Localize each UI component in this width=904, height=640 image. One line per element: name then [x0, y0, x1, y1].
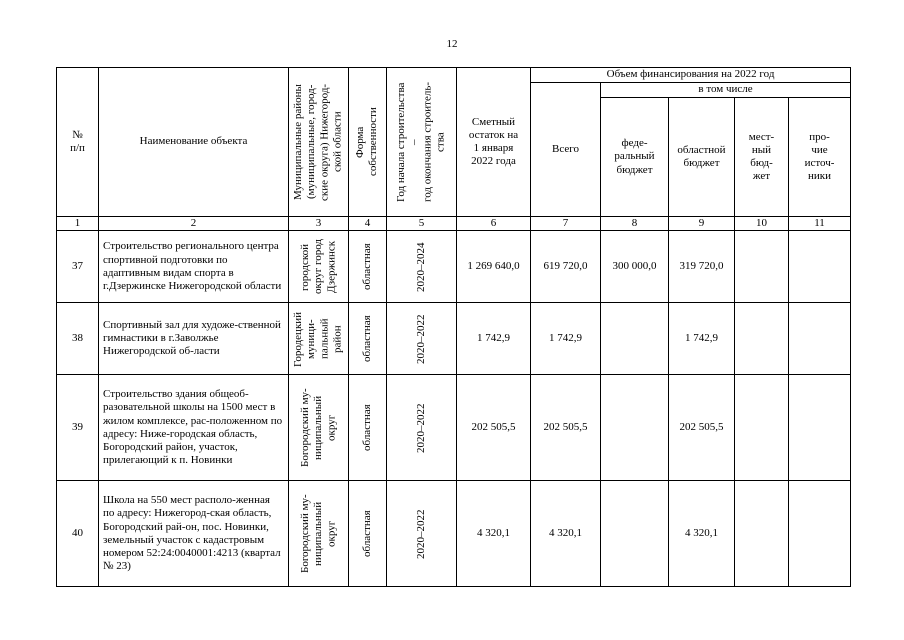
row-num: 37: [57, 231, 99, 303]
row-num: 39: [57, 375, 99, 481]
row-years: [387, 481, 457, 587]
row-other: [789, 375, 851, 481]
header-num: № п/п: [57, 68, 99, 217]
column-number: 9: [669, 217, 735, 231]
row-municipality-text: Городецкий муници- пальный район: [292, 311, 344, 367]
column-number: 6: [457, 217, 531, 231]
row-local: [735, 231, 789, 303]
row-years: [387, 375, 457, 481]
row-ownership: [349, 303, 387, 375]
header-years-text: Год начала строительства – год окончания строитель- ства: [395, 82, 447, 203]
row-ownership: [349, 231, 387, 303]
column-number: 1: [57, 217, 99, 231]
header-years: [387, 68, 457, 217]
column-number: 2: [99, 217, 289, 231]
column-number: 7: [531, 217, 601, 231]
row-estimate: 202 505,5: [457, 375, 531, 481]
row-municipality: [289, 375, 349, 481]
header-including: в том числе: [601, 83, 851, 98]
row-regional: 202 505,5: [669, 375, 735, 481]
column-number: 5: [387, 217, 457, 231]
column-number: 8: [601, 217, 669, 231]
row-federal: 300 000,0: [601, 231, 669, 303]
row-ownership-text: областная: [360, 510, 373, 558]
row-other: [789, 231, 851, 303]
row-ownership-text: областная: [360, 404, 373, 452]
row-num: 38: [57, 303, 99, 375]
header-total: Всего: [531, 83, 601, 217]
row-regional: 319 720,0: [669, 231, 735, 303]
row-regional: 4 320,1: [669, 481, 735, 587]
header-ownership-text: Форма собственности: [354, 107, 380, 177]
row-municipality: [289, 231, 349, 303]
header-estimate: Сметный остаток на 1 января 2022 года: [457, 68, 531, 217]
column-number: 11: [789, 217, 851, 231]
table-row: [57, 303, 851, 375]
header-municipality-text: Муниципальные районы (муниципальные, город- ские округа) Нижегород- ской области: [292, 83, 344, 201]
row-total: 619 720,0: [531, 231, 601, 303]
row-municipality: [289, 303, 349, 375]
row-ownership: [349, 375, 387, 481]
row-total: 1 742,9: [531, 303, 601, 375]
row-years-text: 2020–2022: [414, 402, 427, 453]
row-years: [387, 303, 457, 375]
column-number: 3: [289, 217, 349, 231]
row-ownership: [349, 481, 387, 587]
row-federal: [601, 481, 669, 587]
row-total: 202 505,5: [531, 375, 601, 481]
row-name: Школа на 550 мест располо-женная по адресу: Нижегород-ская область, Богородский рай-он, пос. Новинки, земельный участок с кадастровым номером 52:24:0040001:4213 (квартал № 23): [99, 481, 289, 587]
table-row: [57, 231, 851, 303]
row-local: [735, 303, 789, 375]
row-ownership-text: областная: [360, 315, 373, 363]
header-local: мест- ный бюд- жет: [735, 98, 789, 217]
row-municipality-text: городской округ город Дзержинск: [298, 239, 338, 295]
row-estimate: 1 269 640,0: [457, 231, 531, 303]
row-federal: [601, 375, 669, 481]
row-other: [789, 303, 851, 375]
row-municipality-text: Богородский му- ниципальный округ: [298, 494, 338, 574]
row-name: Спортивный зал для художе-ственной гимнастики в г.Заволжье Нижегородской об-ласти: [99, 303, 289, 375]
header-row-1: [57, 68, 851, 83]
column-number: 4: [349, 217, 387, 231]
row-years-text: 2020–2024: [414, 241, 427, 292]
page-number: 12: [446, 38, 458, 50]
row-name: Строительство регионального центра спортивной подготовки по адаптивным видам спорта в г.Дзержинске Нижегородской области: [99, 231, 289, 303]
row-municipality: [289, 481, 349, 587]
header-federal: феде- ральный бюджет: [601, 98, 669, 217]
header-other: про- чие источ- ники: [789, 98, 851, 217]
row-municipality-text: Богородский му- ниципальный округ: [298, 388, 338, 468]
row-total: 4 320,1: [531, 481, 601, 587]
row-ownership-text: областная: [360, 243, 373, 291]
financing-table: [56, 67, 851, 587]
row-federal: [601, 303, 669, 375]
header-regional: областной бюджет: [669, 98, 735, 217]
row-local: [735, 375, 789, 481]
header-name: Наименование объекта: [99, 68, 289, 217]
row-years: [387, 231, 457, 303]
column-number: 10: [735, 217, 789, 231]
header-funding-group: Объем финансирования на 2022 год: [531, 68, 851, 83]
row-local: [735, 481, 789, 587]
table-row: [57, 375, 851, 481]
row-other: [789, 481, 851, 587]
column-number-row: [57, 217, 851, 231]
row-name: Строительство здания общеоб-разовательной школы на 1500 мест в жилом комплексе, рас-положенном по адресу: Ниже-городская область, Богородский район, участок, прилегающий к п. Новинки: [99, 375, 289, 481]
row-num: 40: [57, 481, 99, 587]
row-years-text: 2020–2022: [414, 508, 427, 559]
row-regional: 1 742,9: [669, 303, 735, 375]
row-years-text: 2020–2022: [414, 313, 427, 364]
table-row: [57, 481, 851, 587]
row-estimate: 4 320,1: [457, 481, 531, 587]
header-municipality: [289, 68, 349, 217]
row-estimate: 1 742,9: [457, 303, 531, 375]
header-ownership: [349, 68, 387, 217]
